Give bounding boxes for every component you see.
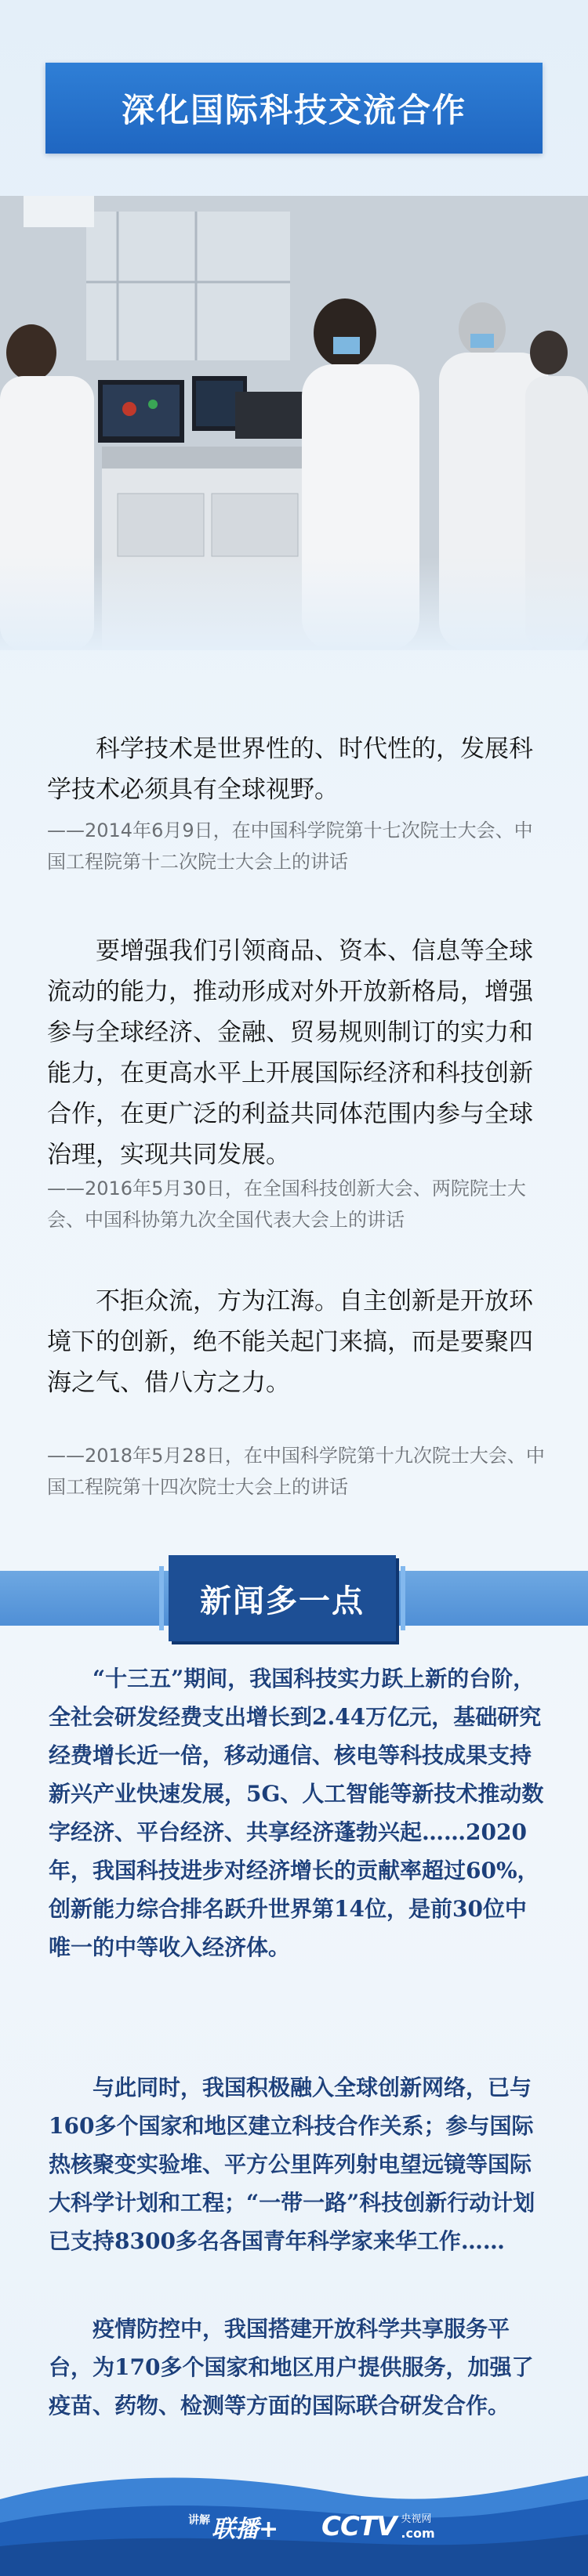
page-title: 深化国际科技交流合作 [121,91,466,129]
lab-photo [0,196,588,650]
quote-2: 要增强我们引领商品、资本、信息等全球流动的能力，推动形成对外开放新格局，增强参与全球经济、金融、贸易规则制订的实力和能力，在更高水平上开展国际经济和科技创新合作，在更广泛的利益共同体范围内参与全球治理，实现共同发展。 [47,937,533,1169]
quote-3-source: ——2018年5月28日，在中国科学院第十九次院士大会、中国工程院第十四次院士大会上的讲话 [47,1445,545,1498]
news-paragraph-3: 疫情防控中，我国搭建开放科学共享服务平台，为170多个国家和地区用户提供服务，加强了疫苗、药物、检测等方面的国际联合研发合作。 [49,2316,534,2419]
footer-wave [0,2468,588,2576]
quote-1: 科学技术是世界性的、时代性的，发展科学技术必须具有全球视野。 [47,735,533,804]
news-paragraph-2: 与此同时，我国积极融入全球创新网络，已与160多个国家和地区建立科技合作关系；参与国际热核聚变实验堆、平方公里阵列射电望远镜等国际大科学计划和工程；“一带一路”科技创新行动计划已支持8300多名各国青年科学家来华工作…… [49,2075,535,2254]
lianbo-logo: 讲解 联播+ [188,2514,279,2543]
title-banner [45,63,543,154]
quote-2-source: ——2016年5月30日，在全国科技创新大会、两院院士大会、中国科协第九次全国代表大会上的讲话 [47,1178,526,1231]
cctv-logo: CCTV 央视网 .com [321,2511,435,2542]
news-paragraph-1: “十三五”期间，我国科技实力跃上新的台阶，全社会研发经费支出增长到2.44万亿元，基础研究经费增长近一倍，移动通信、核电等科技成果支持新兴产业快速发展，5G、人工智能等新技术推动数字经济、平台经济、共享经济蓬勃兴起……2020年，我国科技进步对经济增长的贡献率超过60%，创新能力综合排名跃升世界第14位，是前30位中唯一的中等收入经济体。 [49,1666,544,1960]
quote-1-source: ——2014年6月9日，在中国科学院第十七次院士大会、中国工程院第十二次院士大会上的讲话 [47,819,533,873]
news-heading-tag [169,1555,396,1641]
photo-fade [0,556,588,650]
news-heading: 新闻多一点 [200,1582,365,1619]
quote-3: 不拒众流，方为江海。自主创新是开放环境下的创新，绝不能关起门来搞，而是要聚四海之气、借八方之力。 [47,1287,533,1397]
